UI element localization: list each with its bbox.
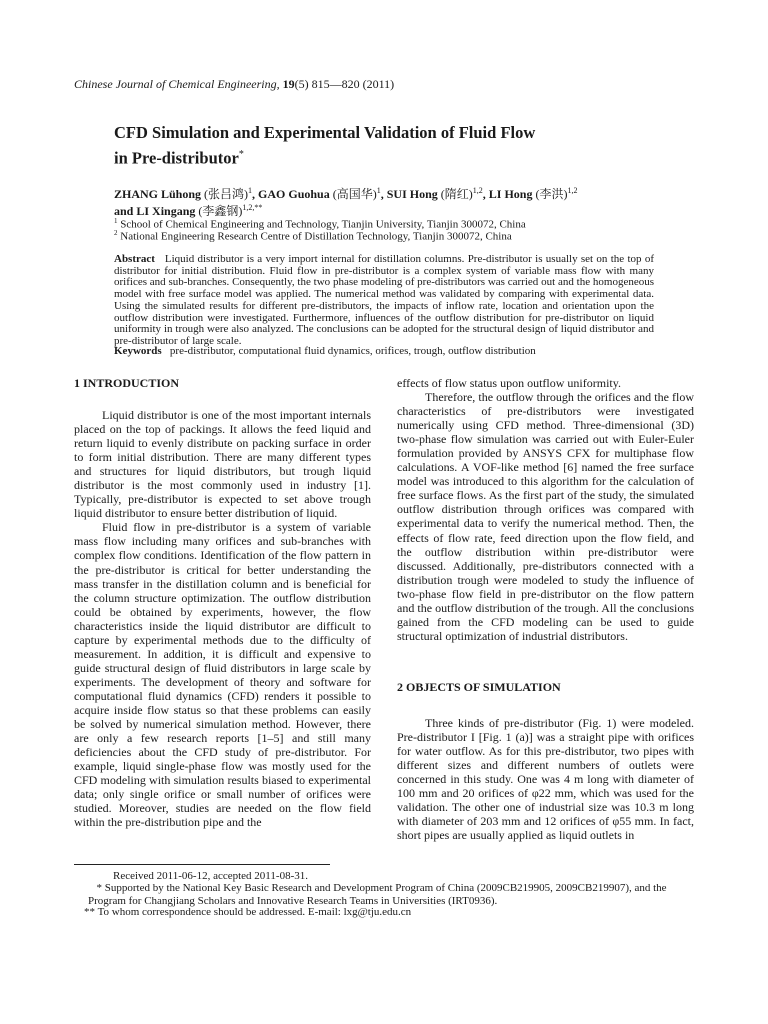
paper-title	[114, 122, 674, 170]
paragraph-continued: effects of flow status upon outflow uniformity.	[397, 376, 621, 390]
keywords-label: Keywords	[114, 345, 162, 357]
author-name: ZHANG Lühong	[114, 187, 202, 201]
affiliation-number: 2	[114, 229, 118, 237]
right-column	[397, 376, 694, 643]
received-dates: Received 2011-06-12, accepted 2011-08-31.	[113, 870, 308, 882]
journal-citation	[74, 77, 394, 92]
correspondence-footnote	[84, 906, 411, 919]
paragraph: Three kinds of pre-distributor (Fig. 1) were modeled. Pre-distributor I [Fig. 1 (a)] was a straight pipe with orifices for water outflow. As for this pre-distributor, two pipes with different sizes and different numbers of outlets were concerned in this study. One was 4 m long with diameter of 100 mm and 20 orifices of φ22 mm, which was used for the validation. The other one of industrial size was 10.3 m long with diameter of 203 mm and 12 orifices of φ55 mm. In fact, short pipes are usually applied as liquid outlets in	[397, 716, 694, 843]
author-affiliation: 1,2	[567, 186, 578, 195]
author-affiliation: 1,2,**	[242, 203, 263, 212]
section-heading-introduction: 1 INTRODUCTION	[74, 376, 180, 390]
title-footnote-mark: *	[238, 149, 244, 160]
author-chinese-name: (李鑫钢)	[198, 204, 243, 218]
author-chinese-name: (高国华)	[332, 187, 377, 201]
funding-footnote-mark: *	[96, 882, 102, 894]
funding-footnote-text: Supported by the National Key Basic Research and Development Program of China (2009CB219905, 2009CB219907), and the Program for Changjiang Scholars and Innovative Research Teams in Universities (IRT0936).	[88, 882, 667, 907]
author-chinese-name: (张吕鸿)	[204, 187, 249, 201]
abstract-text: Liquid distributor is a very import internal for distillation columns. Pre-distributor is usually set on the top of distributor for initial distribution. Fluid flow in pre-distributor is a complex system of variable mass flow with many orifices and sub-branches. Consequently, the two phase modeling of pre-distributors was carried out and the homogeneous model with free surface model was applied. The numerical method was validated by comparing with experimental data. Using the simulated results for different pre-distributors, the impacts of inflow rate, location and orientation upon the outflow distribution were investigated. Furthermore, influences of the outflow distribution for pre-distributor on liquid uniformity in trough were also analyzed. The conclusions can be adopted for the structural design of liquid distributor and pre-distributor of large scale.	[114, 253, 654, 347]
author-name: GAO Guohua	[258, 187, 330, 201]
author-chinese-name: (李洪)	[535, 187, 568, 201]
journal-issue-pages: (5) 815—820 (2011)	[294, 77, 395, 91]
title-line-1: CFD Simulation and Experimental Validation of Fluid Flow	[114, 123, 536, 142]
affiliation-text: School of Chemical Engineering and Technology, Tianjin University, Tianjin 300072, China	[120, 218, 526, 231]
paragraph: Therefore, the outflow through the orifices and the flow characteristics of pre-distributors were investigated numerically using CFD method. Three-dimensional (3D) two-phase flow simulation was carried out with Euler-Euler formulation provided by ANSYS CFX for multiphase flow calculations. A VOF-like method [6] named the free surface model was introduced to this algorithm for the calculation of free surface flows. As the first part of the study, the simulated outflow distribution through orifices was compared with experimental data to verify the numerical method. Then, the effects of flow rate, feed direction upon the flow field, and the outflow distribution within pre-distributor were discussed. Additionally, pre-distributors connected with a distribution trough were modeled to study the influence of two-phase flow field in pre-distributor on the flow pattern and the outflow distribution of the trough. All the conclusions gained from the CFD modeling can be used to guide structural optimization of industrial distributors.	[397, 390, 694, 643]
author-affiliation: 1	[376, 186, 381, 195]
journal-name: Chinese Journal of Chemical Engineering,	[74, 77, 280, 91]
funding-footnote	[88, 882, 688, 907]
keywords-text: pre-distributor, computational fluid dynamics, orifices, trough, outflow distribution	[169, 345, 536, 357]
section-heading-objects-of-simulation: 2 OBJECTS OF SIMULATION	[397, 680, 561, 694]
author-affiliation: 1,2	[472, 186, 483, 195]
author-name: LI Hong	[488, 187, 533, 201]
correspondence-text: To whom correspondence should be addressed. E-mail: lxg@tju.edu.cn	[97, 906, 412, 918]
journal-volume: 19	[282, 77, 295, 91]
author-name: LI Xingang	[136, 204, 196, 218]
paragraph: Liquid distributor is one of the most important internals placed on the top of packings. It allows the feed liquid and return liquid to evenly distribute on packing surface in order to form initial distribution. There are many different types and structures for liquid distributors, but trough liquid distributor is the most commonly used in industry [1]. Typically, pre-distributor is expected to set above trough liquid distributor to ensure better distribution of liquid.	[74, 408, 371, 521]
affiliation-number: 1	[114, 217, 118, 225]
correspondence-mark: **	[84, 906, 95, 918]
right-column-section-2	[397, 716, 694, 842]
keywords	[114, 345, 654, 357]
affiliation-text: National Engineering Research Centre of Distillation Technology, Tianjin 300072, China	[120, 230, 512, 243]
author-chinese-name: (隋红)	[440, 187, 473, 201]
abstract-label: Abstract	[114, 253, 155, 265]
left-column	[74, 408, 371, 829]
author-name: SUI Hong	[386, 187, 438, 201]
abstract	[114, 254, 654, 348]
author-list: ZHANG Lühong (张吕鸿)$^1$, GAO Guohua (高国华)$^1$, SUI Hong (隋红)$^{1,2}$, LI Hong (李洪)$^{1,2}$ and LI Xingang (李鑫钢)$^{1,2,**}$	[114, 186, 578, 218]
affiliation-2	[114, 227, 512, 243]
paragraph: Fluid flow in pre-distributor is a system of variable mass flow including many orifices and sub-branches with complex flow conditions. Identification of the flow pattern in the pre-distributor is critical for better understanding the mass transfer in the distillation column and is beneficial for the column structure optimization. The outflow distribution could be obtained by experiments, however, the flow characteristics inside the liquid distributor are difficult to capture by experimental methods due to the difficulty of measurement. In addition, it is difficult and expensive to guide structural design of fluid distributors in large scale by experiments. The development of theory and software for computational fluid dynamics (CFD) renders it possible to acquire inside flow status so that these problems can easily be solved by numerical simulation method. However, there are only a few research reports [1–5] and still many deficiencies about the CFD study of pre-distributor. For example, liquid single-phase flow was mostly used for the CFD modeling with simulation results biased to experimental data; only single orifice or small number of orifices were studied. Moreover, studies are needed on the flow field within the pre-distribution pipe and the	[74, 520, 371, 830]
author-affiliation: 1	[248, 186, 253, 195]
title-line-2: in Pre-distributor	[114, 148, 239, 168]
footnote-divider	[74, 864, 330, 865]
